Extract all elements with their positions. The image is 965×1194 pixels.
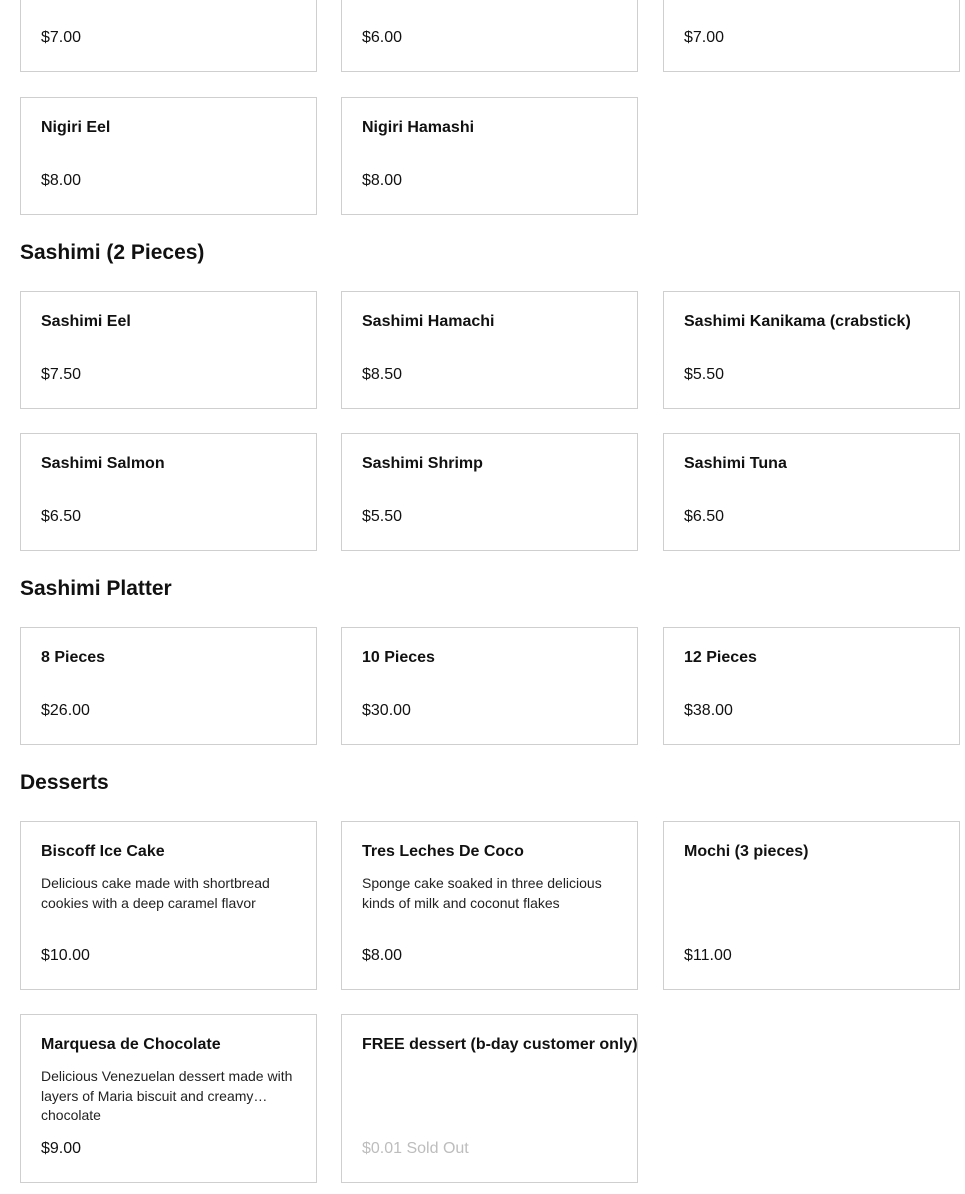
item-price: $38.00 [684, 702, 733, 719]
menu-item-card[interactable] [663, 627, 960, 745]
item-price: $5.50 [684, 366, 725, 383]
item-price: $6.00 [362, 29, 403, 46]
item-price: $6.50 [684, 508, 725, 525]
item-name: Sashimi Shrimp [362, 455, 483, 472]
menu-item-card[interactable] [341, 821, 638, 990]
item-name: Mochi (3 pieces) [684, 843, 809, 860]
menu-item-card[interactable] [341, 433, 638, 551]
item-description: Delicious Venezuelan dessert made with layers of Maria biscuit and creamy chocolate [41, 1068, 293, 1123]
item-price: $7.00 [41, 29, 82, 46]
item-name: Sashimi Tuna [684, 455, 787, 472]
item-name: Marquesa de Chocolate [41, 1036, 221, 1053]
item-price: $6.50 [41, 508, 82, 525]
menu-item-card[interactable] [20, 291, 317, 409]
item-name: Nigiri Eel [41, 119, 111, 136]
section-title-sashimi: Sashimi (2 Pieces) [20, 241, 205, 264]
item-price: $5.50 [362, 508, 403, 525]
item-price: $8.00 [41, 172, 82, 189]
item-name: 8 Pieces [41, 649, 106, 666]
item-price: $9.00 [41, 1140, 82, 1157]
item-description: Delicious cake made with shortbread cookies with a deep caramel flavor [41, 875, 270, 911]
menu-item-card[interactable] [663, 0, 960, 72]
item-price: $7.00 [684, 29, 725, 46]
item-price: $30.00 [362, 702, 411, 719]
menu-item-card[interactable] [663, 821, 960, 990]
item-name: 10 Pieces [362, 649, 435, 666]
item-name: Tres Leches De Coco [362, 843, 524, 860]
menu-item-card[interactable] [20, 433, 317, 551]
section-title-sashimi-platter: Sashimi Platter [20, 577, 172, 600]
item-name: Sashimi Salmon [41, 455, 165, 472]
item-name: FREE dessert (b-day customer only) [362, 1036, 638, 1053]
item-name: Sashimi Kanikama (crabstick) [684, 313, 911, 330]
menu-item-card[interactable] [20, 1014, 317, 1183]
menu-item-card[interactable] [663, 433, 960, 551]
menu-item-card[interactable] [341, 97, 638, 215]
item-price: $8.00 [362, 172, 403, 189]
item-description: Sponge cake soaked in three delicious kinds of milk and coconut flakes [362, 875, 602, 911]
menu-item-card[interactable] [20, 0, 317, 72]
item-price: $10.00 [41, 947, 90, 964]
item-price: $7.50 [41, 366, 82, 383]
menu-item-card[interactable] [341, 0, 638, 72]
item-name: Biscoff Ice Cake [41, 843, 165, 860]
menu-item-card[interactable] [20, 627, 317, 745]
menu-item-card[interactable] [20, 821, 317, 990]
item-price: $11.00 [684, 947, 732, 964]
item-name: Sashimi Eel [41, 313, 131, 330]
menu-item-card[interactable] [663, 291, 960, 409]
menu-item-card[interactable] [341, 291, 638, 409]
item-name: Sashimi Hamachi [362, 313, 495, 330]
item-name: Nigiri Hamashi [362, 119, 475, 136]
menu-item-card[interactable] [341, 627, 638, 745]
item-name: 12 Pieces [684, 649, 757, 666]
menu-item-card[interactable] [20, 97, 317, 215]
item-price: $26.00 [41, 702, 90, 719]
section-title-desserts: Desserts [20, 771, 109, 794]
menu-item-card[interactable] [341, 1014, 638, 1183]
item-price-sold-out: $0.01 Sold Out [362, 1140, 469, 1157]
item-price: $8.00 [362, 947, 403, 964]
item-price: $8.50 [362, 366, 403, 383]
